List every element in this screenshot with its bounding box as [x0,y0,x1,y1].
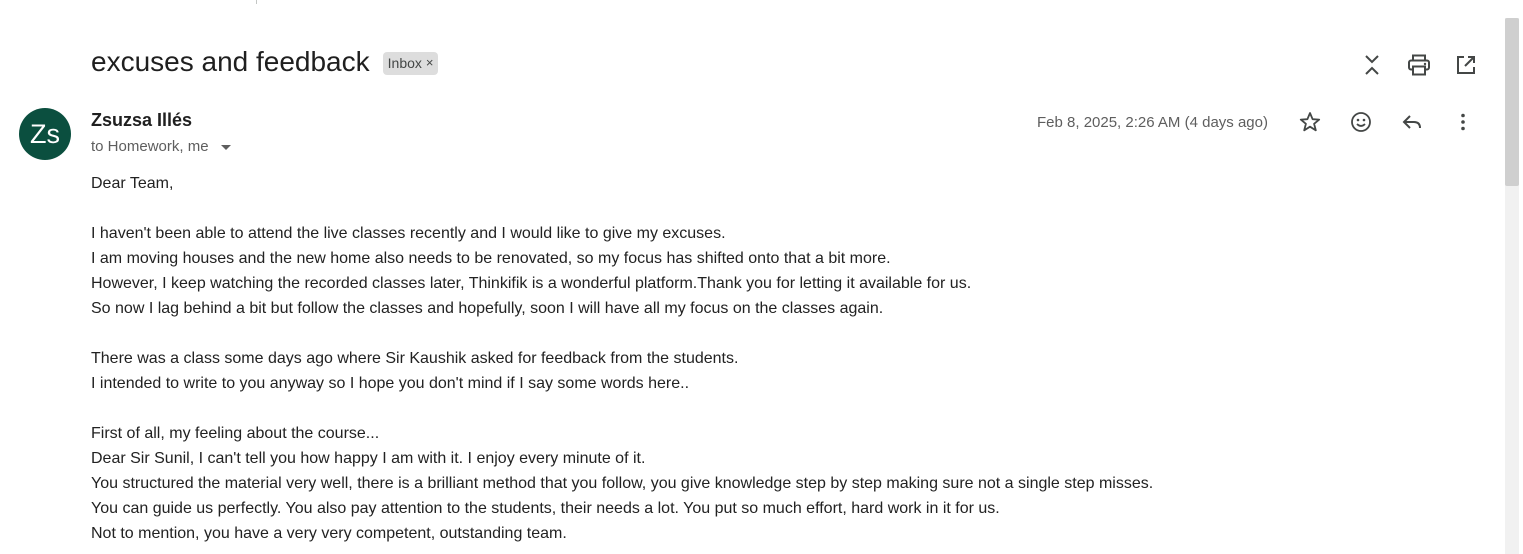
body-line: So now I lag behind a bit but follow the classes and hopefully, soon I will have all my focus on the classes again. [91,300,884,317]
subject-row [91,46,438,78]
body-line: I intended to write to you anyway so I hope you don't mind if I say some words here.. [91,375,690,392]
sender-name[interactable]: Zsuzsa Illés [91,110,193,130]
star-icon[interactable] [1296,108,1324,136]
message-date: Feb 8, 2025, 2:26 AM (4 days ago) [1037,114,1268,131]
body-line: There was a class some days ago where Sir Kaushik asked for feedback from the students. [91,350,739,367]
top-divider-stub [256,0,257,4]
collapse-all-icon[interactable] [1358,51,1386,79]
scrollbar-thumb[interactable] [1505,18,1519,186]
recipients-text: to Homework, me [91,138,209,155]
avatar-initials: Zs [30,118,60,149]
more-options-icon[interactable] [1449,108,1477,136]
show-details-dropdown-icon[interactable] [221,145,231,150]
body-line: First of all, my feeling about the course... [91,425,380,442]
recipients-line [91,138,231,155]
body-line: I haven't been able to attend the live classes recently and I would like to give my excuses. [91,225,726,242]
inbox-label-text: Inbox [387,54,422,71]
vertical-scrollbar[interactable] [1505,18,1519,554]
message-actions [1296,108,1477,136]
print-icon[interactable] [1405,51,1433,79]
message-body [91,171,1481,546]
inbox-label-chip[interactable] [383,52,439,75]
thread-actions [1358,51,1480,79]
avatar[interactable] [19,108,71,160]
body-line: Not to mention, you have a very very competent, outstanding team. [91,525,567,542]
emoji-react-icon[interactable] [1347,108,1375,136]
body-line: Dear Sir Sunil, I can't tell you how happy I am with it. I enjoy every minute of it. [91,450,646,467]
body-line: I am moving houses and the new home also needs to be renovated, so my focus has shifted onto that a bit more. [91,250,891,267]
body-line: You can guide us perfectly. You also pay attention to the students, their needs a lot. You put so much effort, hard work in it for us. [91,500,1000,517]
body-line: However, I keep watching the recorded classes later, Thinkifik is a wonderful platform.Thank you for letting it available for us. [91,275,972,292]
body-line: You structured the material very well, there is a brilliant method that you follow, you give knowledge step by step making sure not a single step misses. [91,475,1154,492]
open-in-new-window-icon[interactable] [1452,51,1480,79]
reply-icon[interactable] [1398,108,1426,136]
greeting: Dear Team, [91,175,174,192]
remove-label-icon[interactable]: × [425,55,434,70]
email-subject: excuses and feedback [91,46,370,77]
